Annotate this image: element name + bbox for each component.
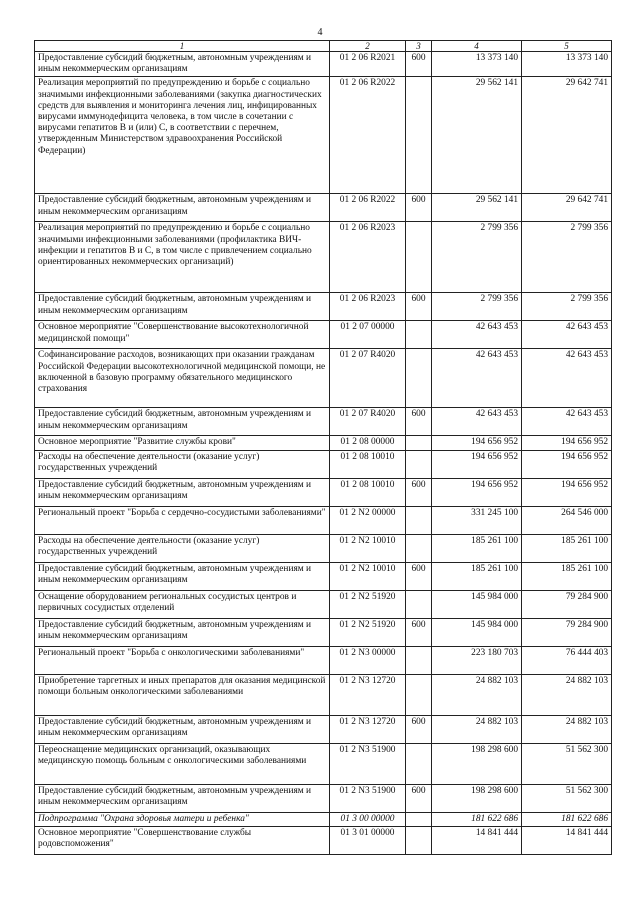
row-name: Переоснащение медицинских организаций, оказывающих медицинскую помощь больным с онкологическими заболеваниями: [35, 743, 330, 784]
table-row: [35, 478, 612, 506]
row-expense-type: 600: [406, 293, 432, 321]
row-amount-1: 194 656 952: [432, 450, 522, 478]
table-row: [35, 408, 612, 436]
row-amount-1: 198 298 600: [432, 784, 522, 812]
row-amount-2: 264 546 000: [522, 506, 612, 534]
row-amount-2: 185 261 100: [522, 534, 612, 562]
table-row: [35, 534, 612, 562]
table-row: [35, 450, 612, 478]
row-code: 01 2 N2 51920: [330, 590, 406, 618]
row-name: Реализация мероприятий по предупреждению и борьбе с социально значимыми инфекционными заболеваниями (профилактика ВИЧ-инфекции и гепатитов В и С, в том числе с привлечением социально ориентированных некоммерческих организаций): [35, 222, 330, 293]
row-amount-1: 42 643 453: [432, 408, 522, 436]
row-amount-1: 145 984 000: [432, 618, 522, 646]
row-code: 01 2 08 10010: [330, 478, 406, 506]
row-code: 01 2 06 R2021: [330, 52, 406, 77]
row-amount-2: 42 643 453: [522, 349, 612, 408]
row-name: Региональный проект "Борьба с сердечно-сосудистыми заболеваниями": [35, 506, 330, 534]
row-expense-type: [406, 506, 432, 534]
header-col-4: 4: [432, 41, 522, 52]
row-expense-type: [406, 743, 432, 784]
row-name: Основное мероприятие "Совершенствование службы родовспоможения": [35, 826, 330, 854]
row-name: Предоставление субсидий бюджетным, автономным учреждениям и иным некоммерческим организациям: [35, 408, 330, 436]
row-code: 01 2 06 R2022: [330, 77, 406, 194]
row-amount-1: 2 799 356: [432, 222, 522, 293]
row-expense-type: [406, 349, 432, 408]
row-name: Оснащение оборудованием региональных сосудистых центров и первичных сосудистых отделений: [35, 590, 330, 618]
row-code: 01 2 N3 00000: [330, 646, 406, 674]
row-name: Предоставление субсидий бюджетным, автономным учреждениям и иным некоммерческим организациям: [35, 562, 330, 590]
header-col-5: 5: [522, 41, 612, 52]
row-expense-type: [406, 77, 432, 194]
row-amount-2: 185 261 100: [522, 562, 612, 590]
table-row: [35, 194, 612, 222]
row-amount-2: 29 642 741: [522, 77, 612, 194]
row-code: 01 2 N2 00000: [330, 506, 406, 534]
row-amount-1: 13 373 140: [432, 52, 522, 77]
row-name: Предоставление субсидий бюджетным, автономным учреждениям и иным некоммерческим организациям: [35, 194, 330, 222]
row-amount-1: 194 656 952: [432, 436, 522, 450]
table-header: [35, 41, 612, 52]
row-amount-2: 194 656 952: [522, 436, 612, 450]
table-row: [35, 674, 612, 715]
row-code: 01 2 N3 51900: [330, 784, 406, 812]
row-amount-2: 194 656 952: [522, 450, 612, 478]
row-expense-type: [406, 450, 432, 478]
row-code: 01 2 06 R2023: [330, 222, 406, 293]
header-col-2: 2: [330, 41, 406, 52]
table-row: [35, 436, 612, 450]
row-code: 01 2 N3 51900: [330, 743, 406, 784]
row-expense-type: [406, 646, 432, 674]
table-row: [35, 784, 612, 812]
row-expense-type: 600: [406, 478, 432, 506]
row-code: 01 2 07 R4020: [330, 349, 406, 408]
table-row: [35, 506, 612, 534]
table-row: [35, 293, 612, 321]
row-amount-1: 181 622 686: [432, 812, 522, 826]
row-amount-2: 51 562 300: [522, 784, 612, 812]
row-code: 01 2 N3 12720: [330, 674, 406, 715]
row-expense-type: 600: [406, 52, 432, 77]
row-amount-2: 79 284 900: [522, 590, 612, 618]
table-row: [35, 715, 612, 743]
row-amount-2: 24 882 103: [522, 674, 612, 715]
row-amount-2: 76 444 403: [522, 646, 612, 674]
row-name: Основное мероприятие "Совершенствование высокотехнологичной медицинской помощи": [35, 321, 330, 349]
row-expense-type: [406, 590, 432, 618]
row-amount-1: 29 562 141: [432, 77, 522, 194]
row-amount-1: 14 841 444: [432, 826, 522, 854]
row-expense-type: [406, 826, 432, 854]
table-row: [35, 52, 612, 77]
table-row: [35, 743, 612, 784]
page-number: 4: [317, 27, 323, 38]
row-amount-2: 29 642 741: [522, 194, 612, 222]
row-code: 01 2 07 00000: [330, 321, 406, 349]
row-code: 01 3 01 00000: [330, 826, 406, 854]
row-expense-type: 600: [406, 715, 432, 743]
row-amount-1: 198 298 600: [432, 743, 522, 784]
row-amount-1: 2 799 356: [432, 293, 522, 321]
row-amount-2: 2 799 356: [522, 293, 612, 321]
row-code: 01 2 08 10010: [330, 450, 406, 478]
row-expense-type: 600: [406, 784, 432, 812]
row-name: Реализация мероприятий по предупреждению и борьбе с социально значимыми инфекционными заболеваниями (закупка диагностических средств для выявления и мониторинга лечения лиц, инфицированных вирусами иммунодефицита человека, в том числе в сочетании с вирусами гепатитов В и (или) С, в соответствии с перечнем, утвержденным Министерством здравоохранения Российской Федерации): [35, 77, 330, 194]
table-row: [35, 222, 612, 293]
row-amount-1: 194 656 952: [432, 478, 522, 506]
row-amount-2: 51 562 300: [522, 743, 612, 784]
row-amount-2: 79 284 900: [522, 618, 612, 646]
row-name: Подпрограмма "Охрана здоровья матери и ребенка": [35, 812, 330, 826]
row-name: Предоставление субсидий бюджетным, автономным учреждениям и иным некоммерческим организациям: [35, 52, 330, 77]
row-amount-1: 185 261 100: [432, 534, 522, 562]
row-name: Предоставление субсидий бюджетным, автономным учреждениям и иным некоммерческим организациям: [35, 715, 330, 743]
row-amount-1: 24 882 103: [432, 715, 522, 743]
row-name: Предоставление субсидий бюджетным, автономным учреждениям и иным некоммерческим организациям: [35, 618, 330, 646]
row-code: 01 2 08 00000: [330, 436, 406, 450]
row-name: Предоставление субсидий бюджетным, автономным учреждениям и иным некоммерческим организациям: [35, 784, 330, 812]
row-amount-2: 181 622 686: [522, 812, 612, 826]
row-amount-2: 194 656 952: [522, 478, 612, 506]
row-expense-type: 600: [406, 562, 432, 590]
row-name: Региональный проект "Борьба с онкологическими заболеваниями": [35, 646, 330, 674]
row-name: Приобретение таргетных и иных препаратов для оказания медицинской помощи больным онкологическими заболеваниями: [35, 674, 330, 715]
row-amount-2: 13 373 140: [522, 52, 612, 77]
row-expense-type: [406, 534, 432, 562]
table-body: [35, 52, 612, 855]
row-amount-1: 29 562 141: [432, 194, 522, 222]
row-code: 01 2 N2 10010: [330, 534, 406, 562]
row-name: Предоставление субсидий бюджетным, автономным учреждениям и иным некоммерческим организациям: [35, 478, 330, 506]
row-amount-1: 145 984 000: [432, 590, 522, 618]
row-amount-2: 14 841 444: [522, 826, 612, 854]
row-amount-2: 24 882 103: [522, 715, 612, 743]
row-amount-2: 2 799 356: [522, 222, 612, 293]
row-expense-type: [406, 674, 432, 715]
row-amount-1: 223 180 703: [432, 646, 522, 674]
row-name: Расходы на обеспечение деятельности (оказание услуг) государственных учреждений: [35, 450, 330, 478]
row-amount-1: 42 643 453: [432, 321, 522, 349]
row-code: 01 3 00 00000: [330, 812, 406, 826]
table-row: [35, 77, 612, 194]
table-row: [35, 590, 612, 618]
table-row: [35, 812, 612, 826]
row-amount-2: 42 643 453: [522, 408, 612, 436]
row-amount-1: 42 643 453: [432, 349, 522, 408]
budget-table: [34, 40, 612, 855]
row-expense-type: 600: [406, 194, 432, 222]
row-expense-type: 600: [406, 408, 432, 436]
row-expense-type: [406, 321, 432, 349]
row-code: 01 2 07 R4020: [330, 408, 406, 436]
row-code: 01 2 N2 10010: [330, 562, 406, 590]
row-expense-type: [406, 222, 432, 293]
row-expense-type: [406, 436, 432, 450]
row-name: Основное мероприятие "Развитие службы крови": [35, 436, 330, 450]
row-name: Софинансирование расходов, возникающих при оказании гражданам Российской Федерации высокотехнологичной медицинской помощи, не включенной в базовую программу обязательного медицинского страхования: [35, 349, 330, 408]
row-code: 01 2 N2 51920: [330, 618, 406, 646]
row-code: 01 2 N3 12720: [330, 715, 406, 743]
table-row: [35, 562, 612, 590]
row-name: Предоставление субсидий бюджетным, автономным учреждениям и иным некоммерческим организациям: [35, 293, 330, 321]
row-expense-type: 600: [406, 618, 432, 646]
row-amount-2: 42 643 453: [522, 321, 612, 349]
row-name: Расходы на обеспечение деятельности (оказание услуг) государственных учреждений: [35, 534, 330, 562]
row-amount-1: 331 245 100: [432, 506, 522, 534]
table-row: [35, 646, 612, 674]
row-code: 01 2 06 R2023: [330, 293, 406, 321]
row-expense-type: [406, 812, 432, 826]
row-amount-1: 185 261 100: [432, 562, 522, 590]
table-row: [35, 321, 612, 349]
row-amount-1: 24 882 103: [432, 674, 522, 715]
row-code: 01 2 06 R2022: [330, 194, 406, 222]
table-row: [35, 618, 612, 646]
header-col-1: 1: [35, 41, 330, 52]
header-col-3: 3: [406, 41, 432, 52]
table-row: [35, 826, 612, 854]
table-row: [35, 349, 612, 408]
